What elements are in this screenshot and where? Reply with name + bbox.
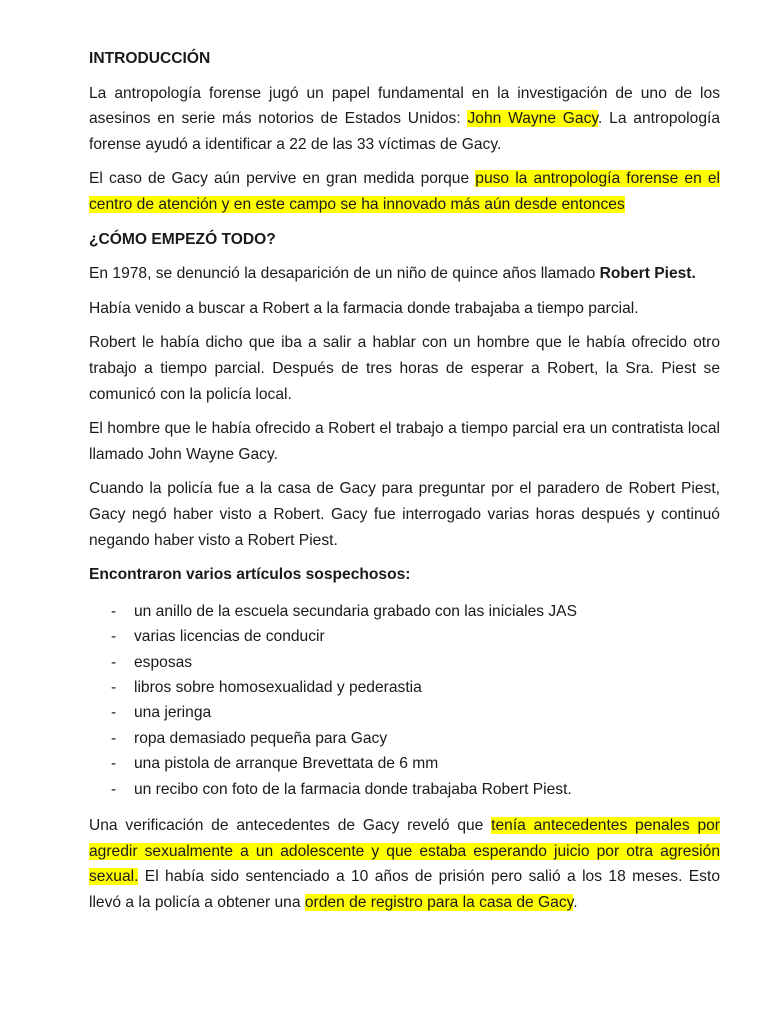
list-bullet-dash: - bbox=[111, 678, 117, 696]
list-item bbox=[89, 624, 720, 649]
text-run: Una verificación de antecedentes de Gacy reveló que bbox=[89, 816, 492, 834]
list-item-text: ropa demasiado pequeña para Gacy bbox=[134, 729, 388, 747]
text-run: La antropología forense jugó un papel fundamental en la investigación de uno de los asesinos en serie más notorios de Estados Unidos: bbox=[89, 84, 720, 128]
text-run: El había sido sentenciado a 10 años de prisión pero salió a los 18 meses. Esto llevó a la policía a obtener una bbox=[89, 868, 720, 911]
highlighted-text: puso la antropología forense en el centro de atención y en este campo se ha innovado más aún desde entonces bbox=[89, 170, 720, 213]
highlighted-text: tenía antecedentes penales por agredir sexualmente a un adolescente y que estaba esperando juicio por otra agresión sexual. bbox=[89, 816, 720, 886]
list-item bbox=[89, 777, 720, 802]
list-bullet-dash: - bbox=[111, 704, 117, 722]
list-item bbox=[89, 700, 720, 725]
text-run: . bbox=[573, 893, 578, 911]
paragraph-intro bbox=[89, 81, 720, 158]
paragraph-case bbox=[89, 166, 720, 217]
list-item-text: esposas bbox=[134, 653, 193, 671]
list-item-text: un anillo de la escuela secundaria grabado con las iniciales JAS bbox=[134, 602, 577, 620]
list-bullet-dash: - bbox=[111, 729, 117, 747]
list-item-text: libros sobre homosexualidad y pederastia bbox=[134, 678, 422, 696]
paragraph-1978 bbox=[89, 261, 720, 287]
list-item bbox=[89, 675, 720, 700]
heading-como-empezo: ¿CÓMO EMPEZÓ TODO? bbox=[89, 230, 276, 248]
suspicious-items-list bbox=[89, 599, 720, 802]
text-run: En 1978, se denunció la desaparición de un niño de quince años llamado bbox=[89, 265, 600, 283]
paragraph-antecedentes bbox=[89, 813, 720, 915]
list-item-text: una jeringa bbox=[134, 704, 212, 722]
list-item-text: una pistola de arranque Brevettata de 6 mm bbox=[134, 755, 439, 773]
bold-name: Robert Piest. bbox=[599, 265, 696, 283]
list-bullet-dash: - bbox=[111, 755, 117, 773]
highlighted-text: orden de registro para la casa de Gacy bbox=[304, 893, 574, 911]
list-item-text: varias licencias de conducir bbox=[134, 628, 325, 646]
list-item bbox=[89, 751, 720, 776]
paragraph-farmacia: Había venido a buscar a Robert a la farmacia donde trabajaba a tiempo parcial. bbox=[89, 299, 639, 317]
heading-introduccion: INTRODUCCIÓN bbox=[89, 50, 211, 67]
paragraph-policia: Cuando la policía fue a la casa de Gacy para preguntar por el paradero de Robert Piest, Gacy negó haber visto a Robert. Gacy fue interrogado varias horas después y continuó negando haber visto a Robert Piest. bbox=[89, 480, 720, 549]
document-body bbox=[89, 46, 720, 915]
paragraph-contratista: El hombre que le había ofrecido a Robert el trabajo a tiempo parcial era un contratista local llamado John Wayne Gacy. bbox=[89, 420, 720, 463]
list-bullet-dash: - bbox=[111, 653, 117, 671]
list-bullet-dash: - bbox=[111, 780, 117, 798]
list-bullet-dash: - bbox=[111, 602, 117, 620]
text-run: El caso de Gacy aún pervive en gran medida porque bbox=[89, 170, 476, 188]
list-item bbox=[89, 599, 720, 624]
list-heading: Encontraron varios artículos sospechosos: bbox=[89, 566, 411, 584]
paragraph-robert: Robert le había dicho que iba a salir a hablar con un hombre que le había ofrecido otro trabajo a tiempo parcial. Después de tres horas de esperar a Robert, la Sra. Piest se comunicó con la policía local. bbox=[89, 334, 720, 403]
list-item bbox=[89, 650, 720, 675]
list-item bbox=[89, 726, 720, 751]
highlighted-text: John Wayne Gacy bbox=[467, 110, 599, 128]
list-item-text: un recibo con foto de la farmacia donde trabajaba Robert Piest. bbox=[134, 780, 572, 798]
list-bullet-dash: - bbox=[111, 628, 117, 646]
text-run: . La antropología forense ayudó a identificar a 22 de las 33 víctimas de Gacy. bbox=[89, 110, 720, 153]
